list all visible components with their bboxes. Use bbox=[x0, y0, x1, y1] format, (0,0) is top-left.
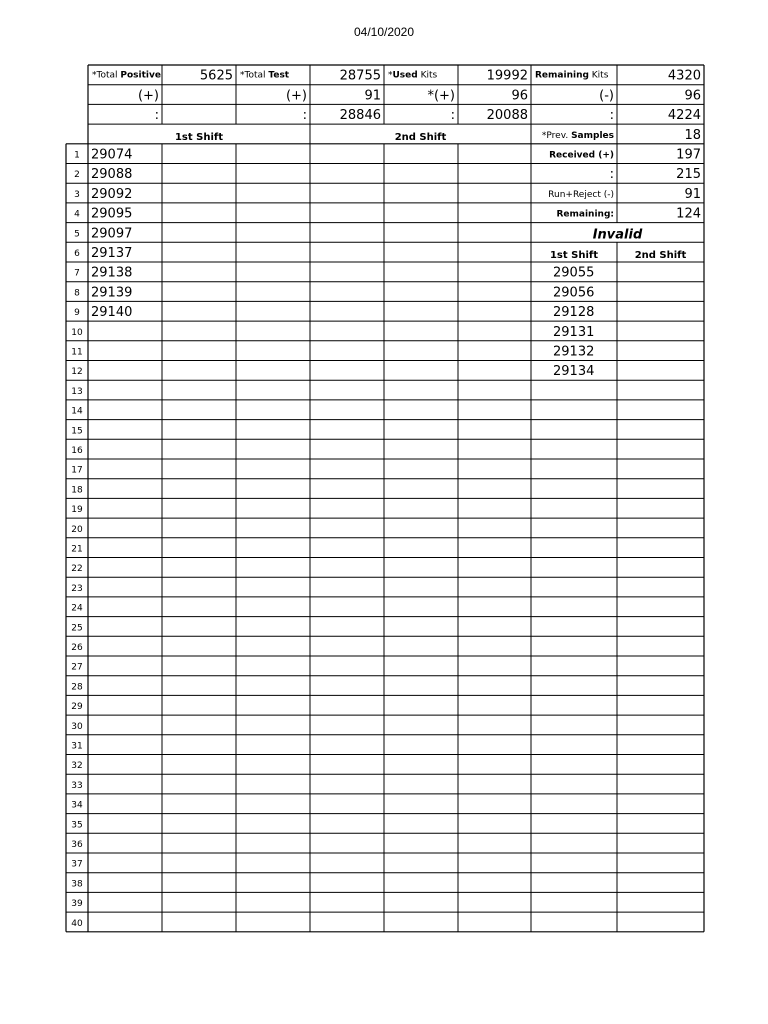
invalid-1st-shift-value: 29128 bbox=[553, 305, 595, 321]
summary-row3-cell: : bbox=[154, 108, 159, 124]
row-number: 11 bbox=[71, 347, 83, 358]
summary-row3-cell: 4224 bbox=[667, 108, 701, 124]
row-number: 37 bbox=[71, 859, 83, 870]
run-reject-label: Run+Reject (-) bbox=[548, 189, 614, 200]
remaining-value: 124 bbox=[676, 206, 701, 222]
row-number: 4 bbox=[74, 209, 80, 220]
summary-row3-cell: : bbox=[609, 108, 614, 124]
summary-label-2: *Total Test bbox=[240, 70, 290, 81]
summary-row2-cell: (+) bbox=[137, 88, 159, 104]
sample-id: 29074 bbox=[91, 147, 133, 163]
run-reject-value: 91 bbox=[684, 186, 701, 202]
row-number: 18 bbox=[71, 485, 83, 496]
row-number: 12 bbox=[71, 367, 83, 378]
row-number: 19 bbox=[71, 505, 83, 516]
row-number: 13 bbox=[71, 386, 83, 397]
summary-row3-cell: : bbox=[302, 108, 307, 124]
row-number: 38 bbox=[71, 879, 83, 890]
row-number: 35 bbox=[71, 820, 83, 831]
row-number: 27 bbox=[71, 662, 83, 673]
row-number: 1 bbox=[74, 150, 80, 161]
row-number: 15 bbox=[71, 426, 83, 437]
row-number: 24 bbox=[71, 603, 83, 614]
shift-header-2nd: 2nd Shift bbox=[394, 131, 447, 143]
row-number: 34 bbox=[71, 800, 83, 811]
summary-row3-cell: 20088 bbox=[486, 108, 528, 124]
row-number: 20 bbox=[71, 524, 83, 535]
summary-row2-cell: 91 bbox=[364, 88, 381, 104]
row-number: 6 bbox=[74, 249, 80, 259]
shift-header-1st: 1st Shift bbox=[174, 131, 224, 143]
row-number: 36 bbox=[71, 840, 83, 850]
summary-value-3: 19992 bbox=[486, 68, 528, 84]
row-number: 9 bbox=[74, 308, 80, 319]
received-label: Received (+) bbox=[549, 150, 614, 161]
row-number: 26 bbox=[71, 643, 83, 653]
row-number: 23 bbox=[71, 583, 83, 594]
sample-id: 29140 bbox=[91, 305, 133, 321]
row-number: 33 bbox=[71, 780, 83, 791]
sample-id: 29092 bbox=[91, 186, 133, 202]
sample-id: 29097 bbox=[91, 226, 133, 242]
row-number: 21 bbox=[71, 544, 83, 555]
summary-row2-cell: (+) bbox=[285, 88, 307, 104]
summary-row2-cell: (-) bbox=[599, 88, 614, 104]
row-number: 22 bbox=[71, 564, 83, 575]
prev-samples-label: *Prev. Samples bbox=[541, 130, 614, 141]
sample-id: 29088 bbox=[91, 167, 133, 183]
prev-samples-value: 18 bbox=[684, 127, 701, 143]
row-number: 32 bbox=[71, 761, 83, 772]
sample-id: 29137 bbox=[91, 246, 133, 261]
invalid-2nd-shift-header: 2nd Shift bbox=[634, 250, 687, 261]
invalid-1st-shift-value: 29134 bbox=[553, 364, 595, 380]
row-number: 39 bbox=[71, 899, 83, 910]
summary-label-3: *Used Kits bbox=[388, 70, 438, 81]
summary-value-1: 5625 bbox=[199, 68, 233, 84]
summary-row2-cell: 96 bbox=[684, 88, 701, 104]
invalid-1st-shift-value: 29055 bbox=[553, 265, 595, 281]
row-number: 10 bbox=[71, 327, 83, 338]
summary-label-4: Remaining Kits bbox=[535, 70, 609, 81]
summary-value-2: 28755 bbox=[339, 68, 381, 84]
sample-id: 29095 bbox=[91, 206, 133, 222]
invalid-title: Invalid bbox=[592, 227, 643, 243]
colon-label: : bbox=[609, 167, 614, 183]
summary-row3-cell: 28846 bbox=[339, 108, 381, 124]
invalid-1st-shift-header: 1st Shift bbox=[549, 250, 599, 261]
remaining-label: Remaining: bbox=[556, 209, 614, 220]
row-number: 25 bbox=[71, 623, 83, 634]
colon-value: 215 bbox=[676, 167, 701, 183]
row-number: 28 bbox=[71, 682, 83, 693]
row-number: 3 bbox=[74, 189, 80, 200]
summary-value-4: 4320 bbox=[667, 68, 701, 84]
received-value: 197 bbox=[676, 147, 701, 163]
invalid-1st-shift-value: 29132 bbox=[553, 344, 595, 360]
sheet-date: 04/10/2020 bbox=[353, 25, 415, 39]
row-number: 40 bbox=[71, 918, 83, 929]
row-number: 7 bbox=[74, 268, 80, 279]
summary-row2-cell: *(+) bbox=[427, 88, 455, 104]
row-number: 2 bbox=[74, 170, 80, 181]
row-number: 31 bbox=[71, 741, 83, 752]
row-number: 14 bbox=[71, 406, 83, 417]
sample-id: 29139 bbox=[91, 285, 133, 301]
sample-id: 29138 bbox=[91, 265, 133, 281]
row-number: 17 bbox=[71, 465, 83, 476]
invalid-1st-shift-value: 29131 bbox=[553, 324, 595, 340]
row-number: 30 bbox=[71, 721, 83, 732]
row-number: 29 bbox=[71, 702, 83, 713]
invalid-1st-shift-value: 29056 bbox=[553, 285, 595, 301]
row-number: 16 bbox=[71, 446, 83, 456]
row-number: 8 bbox=[74, 288, 80, 299]
row-number: 5 bbox=[74, 229, 80, 240]
summary-row2-cell: 96 bbox=[511, 88, 528, 104]
summary-label-1: *Total Positive bbox=[92, 70, 161, 81]
summary-row3-cell: : bbox=[450, 108, 455, 124]
